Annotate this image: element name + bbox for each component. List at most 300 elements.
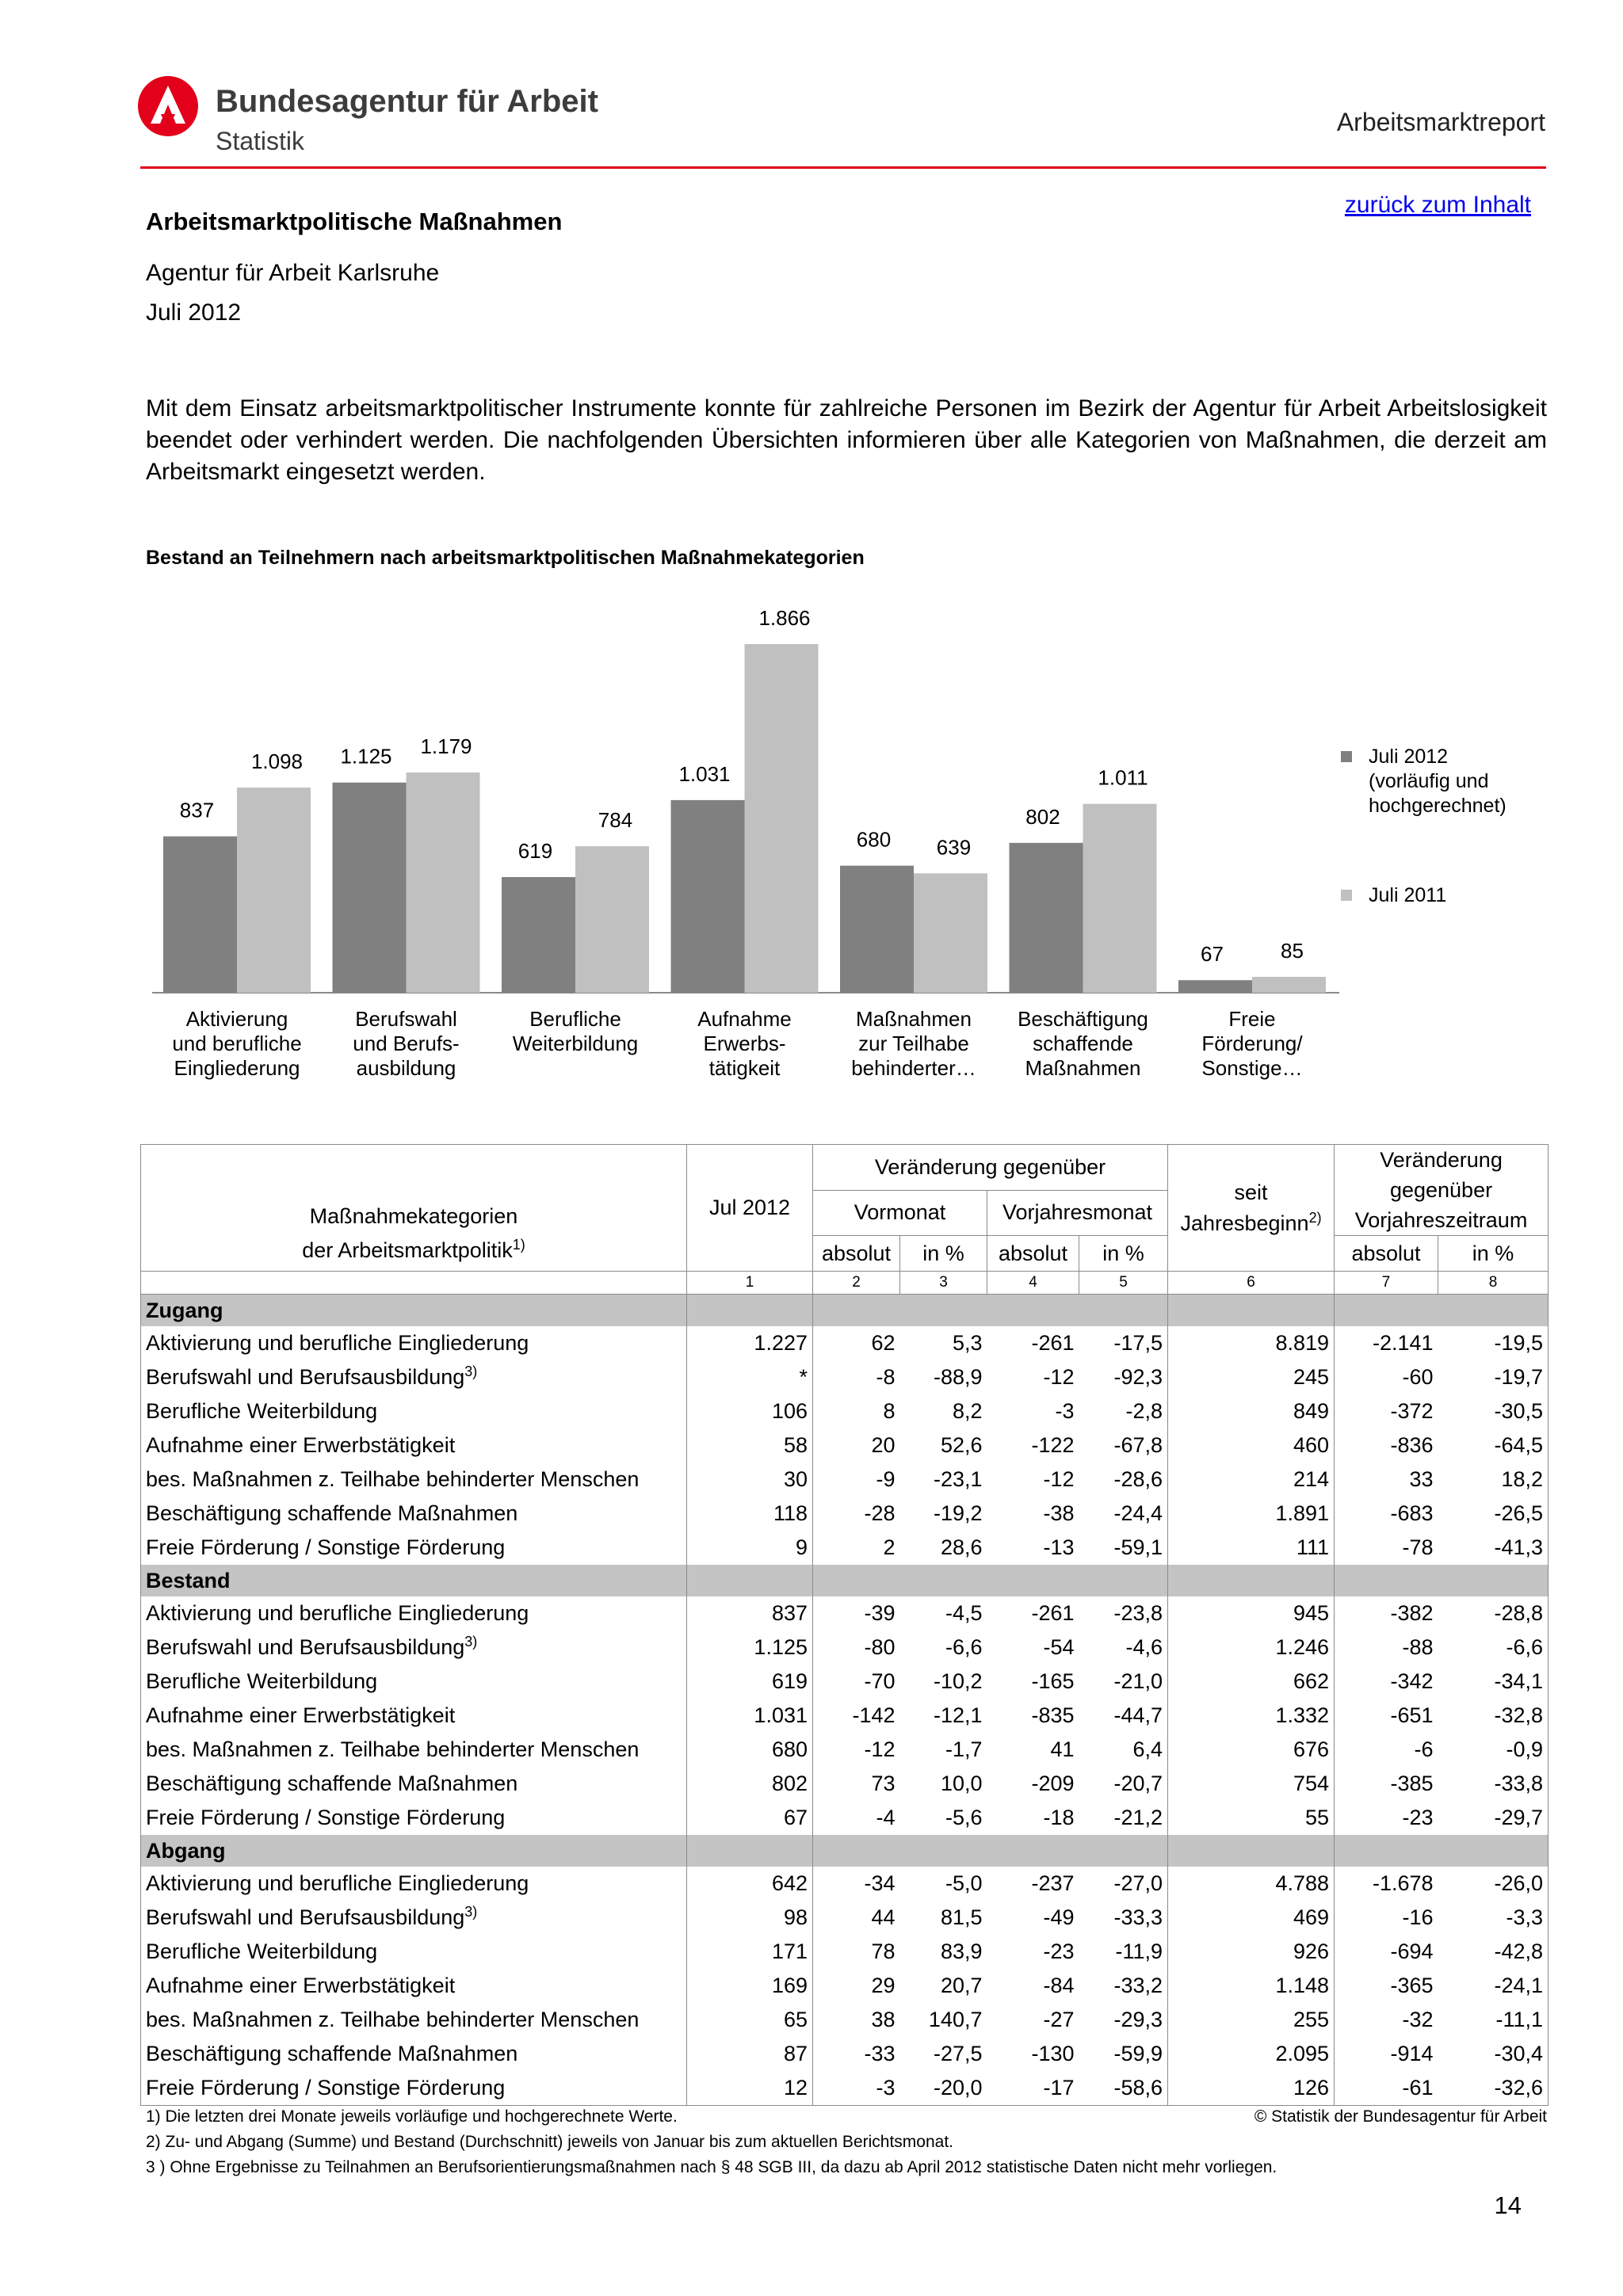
agency-name: Agentur für Arbeit Karlsruhe <box>146 260 440 286</box>
table-cell: 802 <box>687 1767 813 1801</box>
table-cell: -28 <box>813 1497 900 1531</box>
bar-juli-2012 <box>840 866 914 993</box>
table-cell: -84 <box>1043 1974 1075 1997</box>
table-row <box>141 2003 1549 2037</box>
table-row <box>141 1630 1549 1665</box>
header-since-sup: 2) <box>1308 1209 1322 1226</box>
category-label: Sonstige… <box>1201 1056 1303 1080</box>
row-label <box>141 1531 687 1565</box>
table-row <box>141 1360 1549 1394</box>
table-cell: -38 <box>1043 1501 1075 1525</box>
table-cell: -0,9 <box>1438 1733 1549 1767</box>
table-row <box>141 1463 1549 1497</box>
row-label-text: Beschäftigung schaffende Maßnahmen <box>146 1772 518 1795</box>
table-row <box>141 1596 1549 1630</box>
legend-swatch <box>1341 751 1352 762</box>
table-cell: -28,8 <box>1438 1596 1549 1630</box>
table-cell: 52,6 <box>940 1433 983 1457</box>
row-label <box>141 1665 687 1699</box>
row-label-text: Berufliche Weiterbildung <box>146 1399 378 1423</box>
table-row <box>141 1935 1549 1969</box>
table-row <box>141 2071 1549 2106</box>
table-cell: -130 <box>1031 2042 1075 2065</box>
table-cell: -42,8 <box>1438 1935 1549 1969</box>
table-cell: -5,0 <box>945 1871 983 1895</box>
table-cell: -33,3 <box>1113 1905 1163 1929</box>
legend-label: (vorläufig und <box>1369 770 1489 792</box>
table-cell: 1.227 <box>687 1326 813 1360</box>
footnote-2: 2) Zu- und Abgang (Summe) und Bestand (Durchschnitt) jeweils von Januar bis zum aktuellen Berichtsmonat. <box>146 2133 953 2151</box>
table-cell: -41,3 <box>1438 1531 1549 1565</box>
table-cell: -28,6 <box>1113 1467 1163 1491</box>
row-label-text: Freie Förderung / Sonstige Förderung <box>146 1535 506 1559</box>
table-cell: -34 <box>813 1867 900 1901</box>
row-label-sup: 3) <box>464 1634 478 1650</box>
table-cell: 619 <box>687 1665 813 1699</box>
table-cell: -5,6 <box>945 1806 983 1829</box>
table-cell: -19,5 <box>1438 1326 1549 1360</box>
legend-label: Juli 2012 <box>1369 746 1449 768</box>
table-cell: -32,8 <box>1438 1699 1549 1733</box>
table-cell: -3 <box>1055 1399 1075 1423</box>
category-label: Aktivierung <box>185 1007 288 1031</box>
group-header-row <box>141 1835 1549 1867</box>
row-label <box>141 1801 687 1835</box>
table-cell: 1.332 <box>1168 1699 1335 1733</box>
table-cell: 73 <box>813 1767 900 1801</box>
bar-chart <box>0 0 1623 1109</box>
bar-value-label: 1.866 <box>758 606 811 630</box>
table-row <box>141 1531 1549 1565</box>
table-cell: -67,8 <box>1113 1433 1163 1457</box>
section-title: Arbeitsmarktpolitische Maßnahmen <box>146 208 563 235</box>
table-cell: -27,5 <box>933 2042 983 2065</box>
header-col-number: 1 <box>687 1272 813 1295</box>
row-label-text: Berufswahl und Berufsausbildung <box>146 1635 465 1659</box>
table-cell: 140,7 <box>928 2008 983 2031</box>
table-cell: 20 <box>813 1428 900 1463</box>
legend-label: Juli 2011 <box>1369 884 1447 906</box>
bar-juli-2011 <box>237 788 311 993</box>
table-cell: -12 <box>1043 1365 1075 1389</box>
row-label-text: Aktivierung und berufliche Eingliederung <box>146 1871 529 1895</box>
row-label <box>141 1596 687 1630</box>
table-cell: -914 <box>1335 2037 1438 2071</box>
category-label: Maßnahmen <box>1025 1056 1141 1080</box>
bar-value-label: 1.098 <box>250 749 304 774</box>
header-period-absolut: absolut <box>1335 1236 1438 1272</box>
bar-value-label: 837 <box>179 798 215 822</box>
category-label: Berufswahl <box>355 1007 457 1031</box>
category-label: Aufnahme <box>697 1007 792 1031</box>
table-cell: 28,6 <box>940 1535 983 1559</box>
header-category-sup: 1) <box>512 1237 525 1253</box>
back-to-contents-link[interactable]: zurück zum Inhalt <box>1344 192 1531 218</box>
table-cell: 1.246 <box>1168 1630 1335 1665</box>
bar-juli-2012 <box>1178 980 1252 993</box>
table-cell: -4,5 <box>945 1601 983 1625</box>
table-cell: 20,7 <box>940 1974 983 1997</box>
table-cell: 662 <box>1168 1665 1335 1699</box>
row-label-text: Berufswahl und Berufsausbildung <box>146 1905 465 1929</box>
bar-value-label: 67 <box>1201 942 1224 967</box>
table-cell: -21,2 <box>1113 1806 1163 1829</box>
table-cell: -13 <box>1043 1535 1075 1559</box>
table-cell: 1.891 <box>1168 1497 1335 1531</box>
table-cell: -2.141 <box>1335 1326 1438 1360</box>
table-cell: 642 <box>687 1867 813 1901</box>
table-cell: -29,3 <box>1113 2008 1163 2031</box>
table-cell: -29,7 <box>1438 1801 1549 1835</box>
row-label <box>141 2003 687 2037</box>
row-label-text: Aktivierung und berufliche Eingliederung <box>146 1331 529 1355</box>
table-cell: -60 <box>1335 1360 1438 1394</box>
table-cell: 111 <box>1168 1531 1335 1565</box>
table-cell: -17,5 <box>1113 1331 1163 1355</box>
table-cell: -58,6 <box>1079 2071 1168 2106</box>
brand-subtitle: Statistik <box>216 127 305 155</box>
group-filler <box>813 1835 1168 1867</box>
category-label: Förderung/ <box>1201 1032 1303 1055</box>
table-row <box>141 1801 1549 1835</box>
header-col-number-blank <box>141 1272 687 1295</box>
row-label <box>141 1394 687 1428</box>
table-cell: -24,4 <box>1113 1501 1163 1525</box>
header-period-change-line1: Veränderung <box>1380 1148 1503 1172</box>
bar-value-label: 784 <box>598 808 633 833</box>
table-cell: 44 <box>813 1901 900 1935</box>
row-label-sup: 3) <box>464 1363 478 1379</box>
table-cell: -165 <box>1031 1669 1075 1693</box>
row-label <box>141 1901 687 1935</box>
table-cell: 754 <box>1168 1767 1335 1801</box>
table-cell: * <box>687 1360 813 1394</box>
category-label: und berufliche <box>172 1032 302 1055</box>
group-filler <box>687 1835 813 1867</box>
row-label-text: Freie Förderung / Sonstige Förderung <box>146 2076 506 2100</box>
header-col-number: 4 <box>987 1272 1079 1295</box>
table-cell: -27 <box>1043 2008 1075 2031</box>
table-cell: -12 <box>813 1733 900 1767</box>
row-label-text: Aktivierung und berufliche Eingliederung <box>146 1601 529 1625</box>
bar-juli-2011 <box>575 846 649 993</box>
row-label-text: Berufliche Weiterbildung <box>146 1939 378 1963</box>
row-label <box>141 1326 687 1360</box>
category-label: und Berufs- <box>353 1032 460 1055</box>
table-cell: -32 <box>1335 2003 1438 2037</box>
table-cell: -19,7 <box>1438 1360 1549 1394</box>
table-cell: 55 <box>1168 1801 1335 1835</box>
table-cell: 78 <box>813 1935 900 1969</box>
table-row <box>141 2037 1549 2071</box>
bar-value-label: 802 <box>1025 804 1060 829</box>
row-label <box>141 1733 687 1767</box>
table-cell: -26,5 <box>1438 1497 1549 1531</box>
page-number: 14 <box>1494 2191 1522 2219</box>
brand-name: Bundesagentur für Arbeit <box>216 84 598 119</box>
table-cell: -33 <box>813 2037 900 2071</box>
table-cell: -835 <box>1031 1703 1075 1727</box>
table-cell: 849 <box>1168 1394 1335 1428</box>
table-cell: -683 <box>1335 1497 1438 1531</box>
bar-juli-2011 <box>1252 977 1326 993</box>
table-cell: -385 <box>1335 1767 1438 1801</box>
row-label-text: Aufnahme einer Erwerbstätigkeit <box>146 1703 456 1727</box>
table-cell: -23,1 <box>933 1467 983 1491</box>
table-cell: -4,6 <box>1125 1635 1163 1659</box>
table-cell: -30,4 <box>1438 2037 1549 2071</box>
category-label: schaffende <box>1033 1032 1133 1055</box>
table-cell: 38 <box>813 2003 900 2037</box>
table-cell: -3,3 <box>1438 1901 1549 1935</box>
header-category-line1: Maßnahmekategorien <box>309 1204 518 1228</box>
category-label: tätigkeit <box>708 1056 781 1080</box>
group-filler <box>1335 1295 1549 1327</box>
table-cell: -70 <box>813 1665 900 1699</box>
table-row <box>141 1394 1549 1428</box>
table-cell: -44,7 <box>1113 1703 1163 1727</box>
table-cell: 2 <box>813 1531 900 1565</box>
table-cell: -78 <box>1335 1531 1438 1565</box>
table-cell: 67 <box>687 1801 813 1835</box>
row-label-text: Berufliche Weiterbildung <box>146 1669 378 1693</box>
table-cell: -88 <box>1335 1630 1438 1665</box>
group-name: Abgang <box>141 1835 687 1867</box>
table-cell: 6,4 <box>1132 1737 1163 1761</box>
table-cell: -4 <box>813 1801 900 1835</box>
table-cell: -21,0 <box>1113 1669 1163 1693</box>
group-name: Bestand <box>141 1565 687 1596</box>
category-label: ausbildung <box>356 1056 456 1080</box>
row-label-sup: 3) <box>464 1904 478 1920</box>
header-col-number: 3 <box>900 1272 987 1295</box>
copyright: © Statistik der Bundesagentur für Arbeit <box>1254 2107 1547 2126</box>
table-cell: -88,9 <box>933 1365 983 1389</box>
row-label-text: bes. Maßnahmen z. Teilhabe behinderter Menschen <box>146 1467 640 1491</box>
bar-value-label: 619 <box>517 839 553 864</box>
category-label: Beschäftigung <box>1018 1007 1148 1031</box>
bar-juli-2012 <box>671 800 745 993</box>
table-cell: 8 <box>813 1394 900 1428</box>
table-cell: -39 <box>813 1596 900 1630</box>
table-row <box>141 1733 1549 1767</box>
table-cell: -342 <box>1335 1665 1438 1699</box>
row-label-text: bes. Maßnahmen z. Teilhabe behinderter Menschen <box>146 1737 640 1761</box>
table-cell: -10,2 <box>933 1669 983 1693</box>
bar-juli-2012 <box>333 783 407 993</box>
header-period-pct: in % <box>1438 1236 1549 1272</box>
report-period: Juli 2012 <box>146 299 242 326</box>
table-cell: 12 <box>687 2071 813 2106</box>
row-label <box>141 1497 687 1531</box>
table-cell: -12 <box>1043 1467 1075 1491</box>
group-header-row <box>141 1565 1549 1596</box>
row-label-text: Aufnahme einer Erwerbstätigkeit <box>146 1974 456 1997</box>
row-label-text: Beschäftigung schaffende Maßnahmen <box>146 2042 518 2065</box>
header-vorjahresmonat-absolut: absolut <box>987 1236 1079 1272</box>
table-cell: -11,1 <box>1438 2003 1549 2037</box>
table-cell: -64,5 <box>1438 1428 1549 1463</box>
table-cell: -23,8 <box>1113 1601 1163 1625</box>
table-cell: -237 <box>1031 1871 1075 1895</box>
row-label <box>141 1935 687 1969</box>
table-cell: 245 <box>1168 1360 1335 1394</box>
table-cell: 8.819 <box>1168 1326 1335 1360</box>
header-vorjahresmonat-pct: in % <box>1079 1236 1168 1272</box>
table-cell: 62 <box>813 1326 900 1360</box>
table-cell: -92,3 <box>1113 1365 1163 1389</box>
table-row <box>141 1699 1549 1733</box>
table-cell: 169 <box>687 1969 813 2003</box>
footnote-1: 1) Die letzten drei Monate jeweils vorläufige und hochgerechnete Werte. <box>146 2107 678 2126</box>
header-vormonat: Vormonat <box>813 1190 987 1236</box>
category-label: Berufliche <box>529 1007 621 1031</box>
table-cell: 5,3 <box>952 1331 983 1355</box>
table-cell: -20,7 <box>1113 1772 1163 1795</box>
table-cell: 18,2 <box>1438 1463 1549 1497</box>
table-cell: -372 <box>1335 1394 1438 1428</box>
row-label-text: Beschäftigung schaffende Maßnahmen <box>146 1501 518 1525</box>
row-label <box>141 2037 687 2071</box>
group-filler <box>813 1295 1168 1327</box>
table-cell: -6,6 <box>1438 1630 1549 1665</box>
table-cell: -61 <box>1335 2071 1438 2106</box>
row-label-text: Aufnahme einer Erwerbstätigkeit <box>146 1433 456 1457</box>
group-filler <box>687 1295 813 1327</box>
table-cell: -9 <box>813 1463 900 1497</box>
table-cell: -122 <box>1031 1433 1075 1457</box>
table-cell: 87 <box>687 2037 813 2071</box>
table-row <box>141 1665 1549 1699</box>
header-since-line1: seit <box>1234 1180 1268 1204</box>
category-label: Maßnahmen <box>856 1007 972 1031</box>
table-cell: 30 <box>687 1463 813 1497</box>
header-period-change-line3: Vorjahreszeitraum <box>1354 1208 1528 1232</box>
header-col-number: 2 <box>813 1272 900 1295</box>
row-label <box>141 1463 687 1497</box>
header-since <box>1168 1145 1335 1272</box>
table-cell: -1,7 <box>945 1737 983 1761</box>
bar-value-label: 1.031 <box>678 761 731 786</box>
table-cell: 29 <box>813 1969 900 2003</box>
table-cell: -209 <box>1031 1772 1075 1795</box>
category-label: Freie <box>1228 1007 1276 1031</box>
bar-juli-2012 <box>1010 843 1083 993</box>
table-cell: -24,1 <box>1438 1969 1549 2003</box>
table-cell: 469 <box>1168 1901 1335 1935</box>
bar-value-label: 639 <box>936 835 972 860</box>
bar-value-label: 1.125 <box>340 744 392 769</box>
table-cell: 83,9 <box>940 1939 983 1963</box>
table-cell: -33,2 <box>1113 1974 1163 1997</box>
header-since-line2: Jahresbeginn <box>1180 1211 1309 1235</box>
chart-title: Bestand an Teilnehmern nach arbeitsmarktpolitischen Maßnahmekategorien <box>146 547 865 569</box>
table-cell: -20,0 <box>900 2071 987 2106</box>
table-cell: 676 <box>1168 1733 1335 1767</box>
row-label-text: Freie Förderung / Sonstige Förderung <box>146 1806 506 1829</box>
table-cell: 33 <box>1335 1463 1438 1497</box>
bar-juli-2011 <box>1083 804 1157 993</box>
table-cell: -49 <box>1043 1905 1075 1929</box>
table-cell: -32,6 <box>1438 2071 1549 2106</box>
group-filler <box>813 1565 1168 1596</box>
table-cell: 255 <box>1168 2003 1335 2037</box>
table-row <box>141 1901 1549 1935</box>
table-cell: -2,8 <box>1125 1399 1163 1423</box>
table-cell: -6,6 <box>945 1635 983 1659</box>
table-cell: 1.125 <box>687 1630 813 1665</box>
table-cell: 1.148 <box>1168 1969 1335 2003</box>
table-cell: -6 <box>1335 1733 1438 1767</box>
table-cell: -59,9 <box>1113 2042 1163 2065</box>
table-cell: 171 <box>687 1935 813 1969</box>
table-cell: -11,9 <box>1115 1939 1163 1963</box>
table-cell: 126 <box>1168 2071 1335 2106</box>
table-cell: 98 <box>687 1901 813 1935</box>
header-vormonat-absolut: absolut <box>813 1236 900 1272</box>
row-label-text: Berufswahl und Berufsausbildung <box>146 1365 465 1389</box>
table-cell: -836 <box>1335 1428 1438 1463</box>
table-cell: 680 <box>687 1733 813 1767</box>
table-cell: 926 <box>1168 1935 1335 1969</box>
table-cell: 837 <box>687 1596 813 1630</box>
table-cell: 460 <box>1168 1428 1335 1463</box>
table-cell: 81,5 <box>940 1905 983 1929</box>
footnote-3: 3 ) Ohne Ergebnisse zu Teilnahmen an Berufsorientierungsmaßnahmen nach § 48 SGB III, da dazu ab April 2012 statistische Daten nicht mehr vorliegen. <box>146 2158 1277 2176</box>
table-cell: 106 <box>687 1394 813 1428</box>
header-period-change-line2: gegenüber <box>1389 1178 1493 1202</box>
table-cell: -261 <box>1031 1331 1075 1355</box>
table-cell: -651 <box>1335 1699 1438 1733</box>
group-filler <box>687 1565 813 1596</box>
header-category <box>141 1145 687 1272</box>
table-cell: 9 <box>687 1531 813 1565</box>
category-label: Weiterbildung <box>512 1032 639 1055</box>
group-header-row <box>141 1295 1549 1327</box>
bar-value-label: 680 <box>856 827 892 852</box>
table-cell: 945 <box>1168 1596 1335 1630</box>
header-vorjahresmonat: Vorjahresmonat <box>987 1190 1168 1236</box>
table-cell: 8,2 <box>952 1399 983 1423</box>
group-filler <box>1168 1565 1335 1596</box>
table-row <box>141 1969 1549 2003</box>
bar-juli-2012 <box>163 837 237 993</box>
table-cell: 65 <box>687 2003 813 2037</box>
category-label: Eingliederung <box>174 1056 300 1080</box>
legend-swatch <box>1341 890 1352 901</box>
bar-juli-2011 <box>914 873 987 993</box>
table-cell: -23 <box>1043 1939 1075 1963</box>
table-row <box>141 1326 1549 1360</box>
measures-table <box>140 1144 1549 2106</box>
table-cell: -142 <box>813 1699 900 1733</box>
table-cell: 214 <box>1168 1463 1335 1497</box>
bar-juli-2011 <box>745 644 819 993</box>
table-cell: -80 <box>813 1630 900 1665</box>
table-cell: -1.678 <box>1335 1867 1438 1901</box>
table-cell: -3 <box>813 2071 900 2106</box>
group-filler <box>1168 1295 1335 1327</box>
table-cell: -365 <box>1335 1969 1438 2003</box>
bar-juli-2011 <box>407 772 480 993</box>
table-cell: 58 <box>687 1428 813 1463</box>
row-label <box>141 1767 687 1801</box>
table-row <box>141 1867 1549 1901</box>
row-label <box>141 1867 687 1901</box>
intro-paragraph: Mit dem Einsatz arbeitsmarktpolitischer Instrumente konnte für zahlreiche Personen im Bezirk der Agentur für Arbeit Arbeitslosigkeit beendet oder verhindert werden. Die nachfolgenden Übersichten informieren über alle Kategorien von Maßnahmen, die derzeit am Arbeitsmarkt eingesetzt werden. <box>146 395 1547 485</box>
table-cell: -54 <box>1043 1635 1075 1659</box>
group-filler <box>1335 1835 1549 1867</box>
